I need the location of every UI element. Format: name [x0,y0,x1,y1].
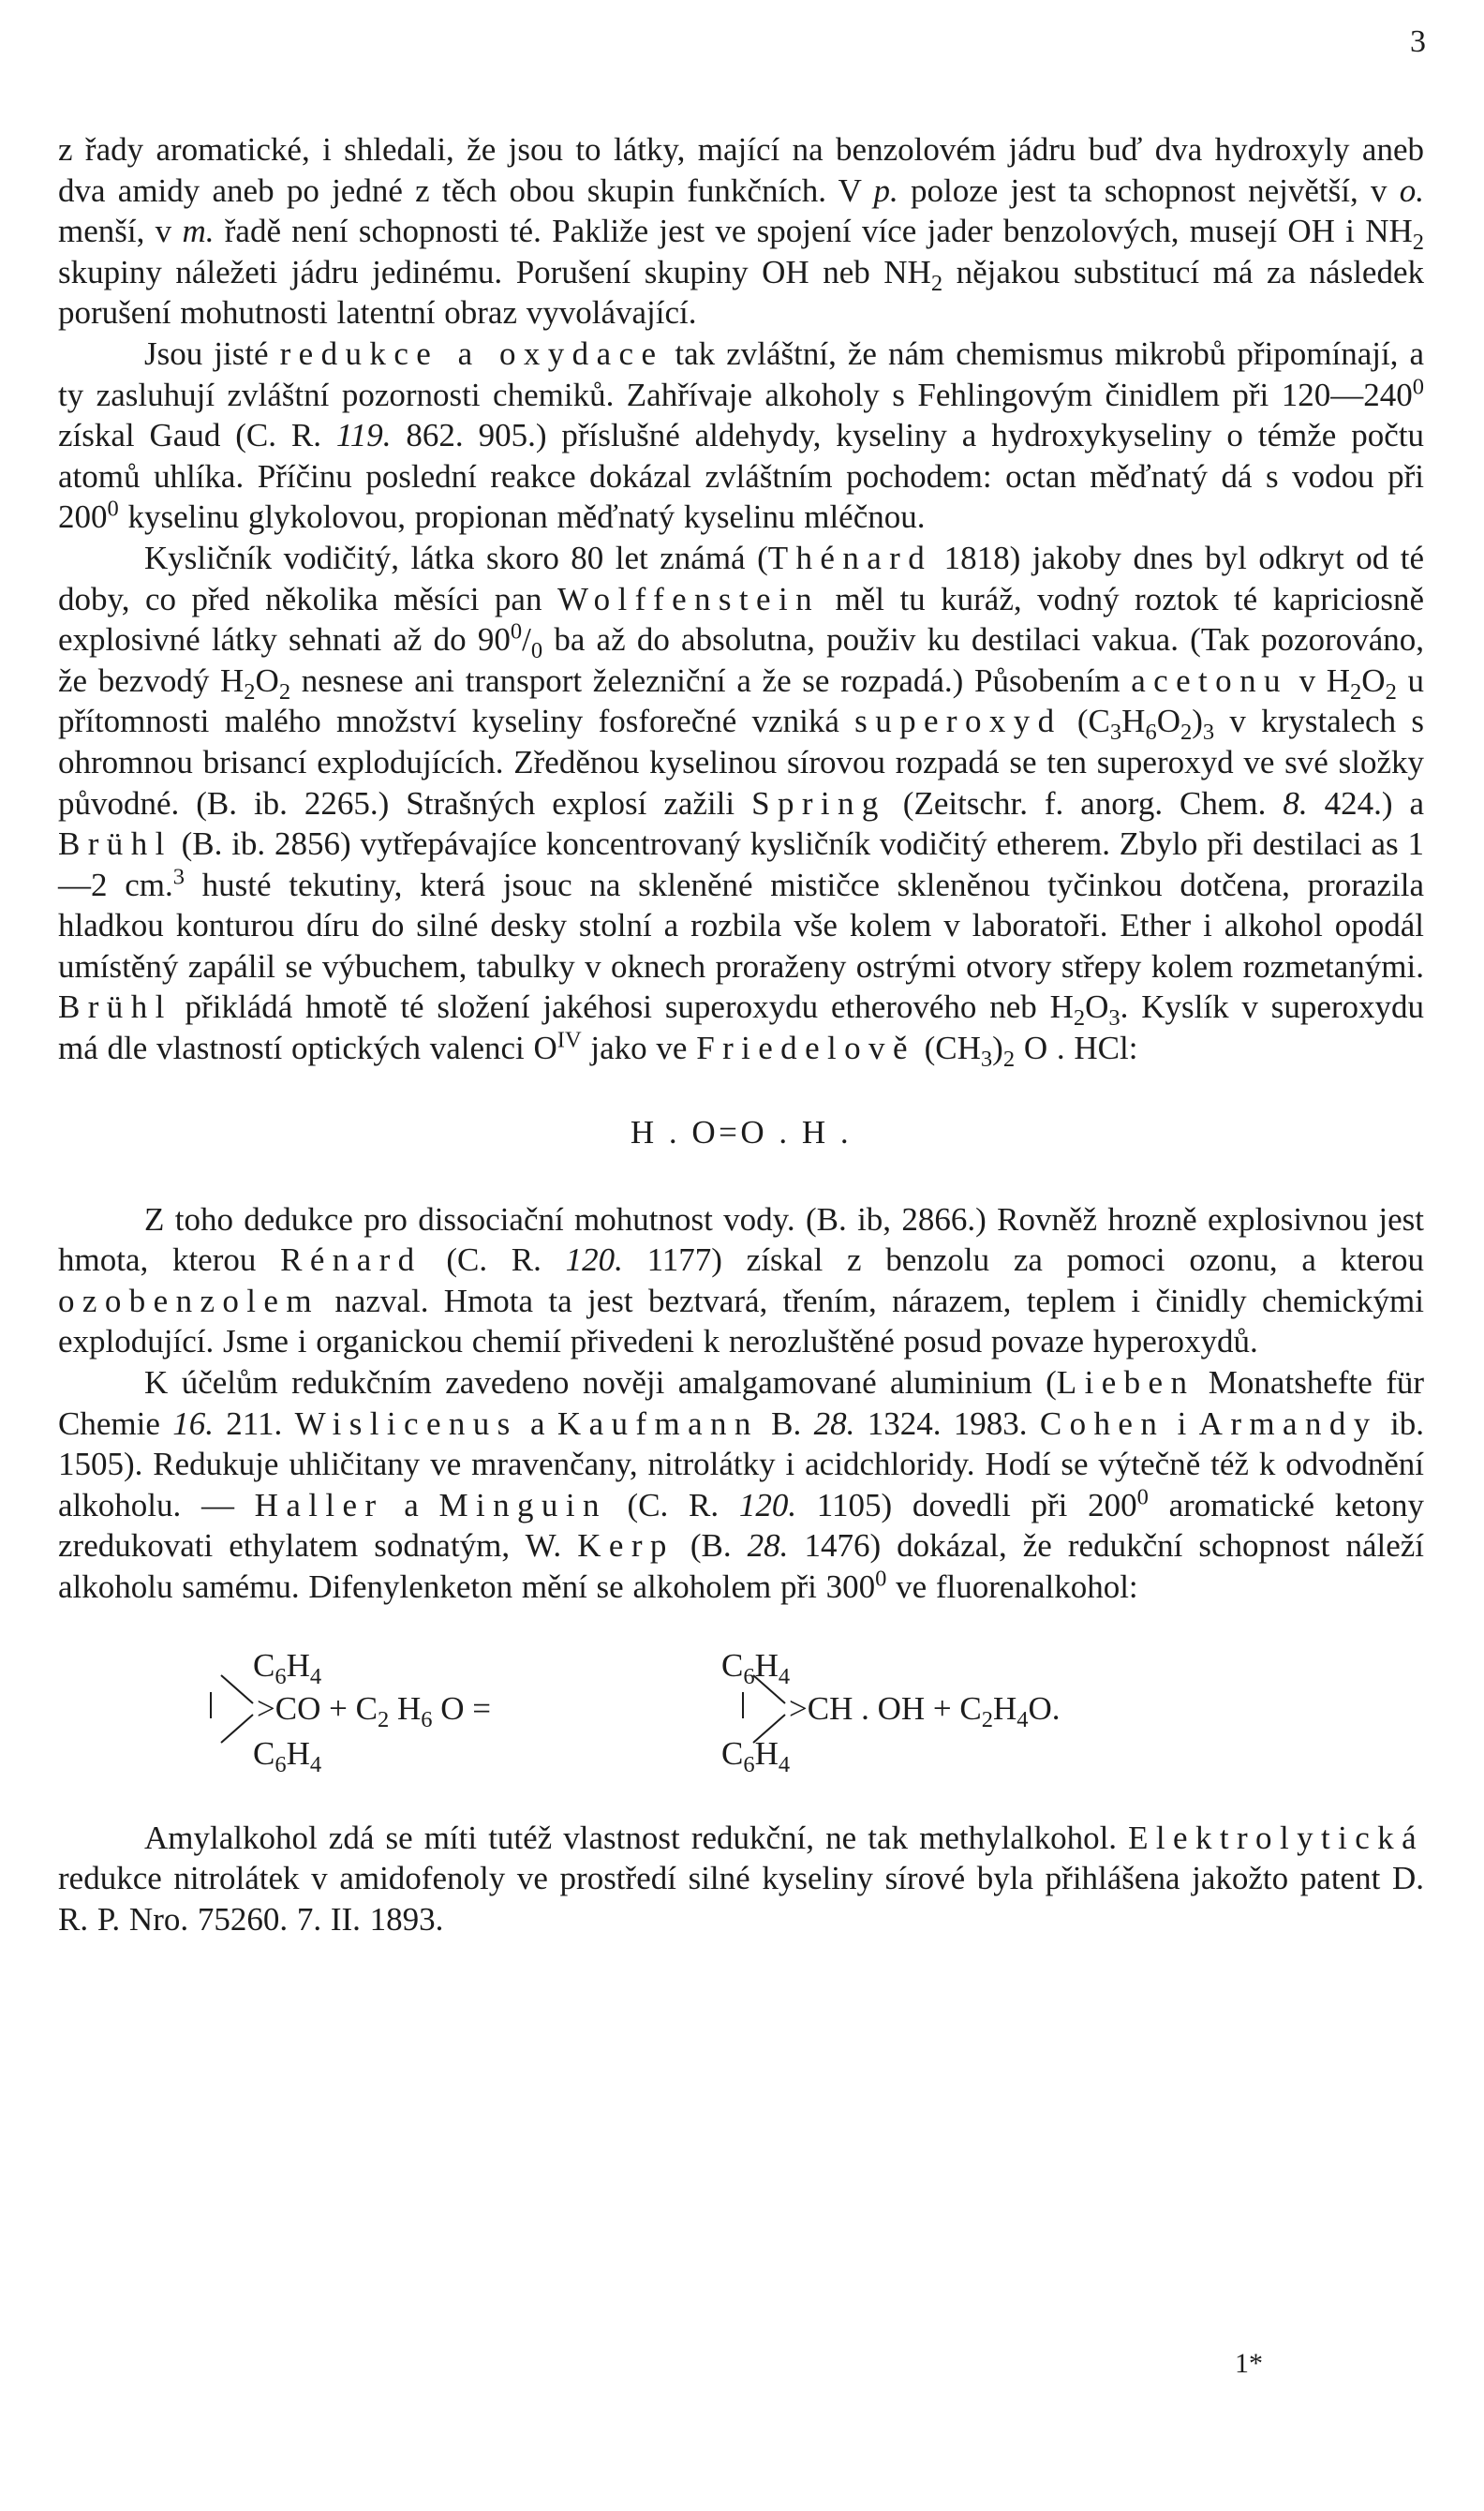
reactant-c6h4-bottom: $C_6H_4$ [253,1734,322,1777]
bond-left-upper [221,1675,253,1703]
fluorenalkohol-reaction [58,1640,1424,1780]
paragraph-amylalkohol: Amylalkohol zdá se míti tutéž vlastnost redukční, ne tak methylalkohol. Elektrolytická redukce nitrolátek v amidofenoly ve prostředí silné kyseliny sírové byla přihlášena jakožto patent D. R. P. Nro. 75260. 7. II. 1893. [58,1819,1424,1938]
product-c6h4-top: $C_6H_4$ [721,1646,791,1689]
reactant-c6h4-top: $C_6H_4$ [253,1646,322,1689]
paragraph-aromatic-developers: z řady aromatické, i shledali, že jsou to látky, mající na benzolovém jádru buď dva hydroxyly aneb dva amidy aneb po jedné z těch obou skupin funkčních. V p. poloze jest ta schopnost největší, v o. menší, v m. řadě není schopnosti té. Pakliže jest ve spojení více jader benzolových, musejí OH i $NH_2$ skupiny náležeti jádru jedinému. Porušení skupiny OH neb $NH_2$ nějakou substitucí má za následek porušení mohutnosti latentní obraz vyvolávající. [58,131,1424,332]
paragraph-reduction-oxidation: Jsou jisté redukce a oxydace tak zvláštní, že nám chemismus mikrobů připomínají, a ty zasluhují zvláštní pozornosti chemiků. Zahřívaje alkoholy s Fehlingovým činidlem při $120—240^0$ získal Gaud (C. R. 119. 862. 905.) příslušné aldehydy, kyseliny a hydroxykyseliny o témže počtu atomů uhlíka. Příčinu poslední reakce dokázal zvláštním pochodem: octan měďnatý dá s vodou při $200^0$ kyselinu glykolovou, propionan měďnatý kyselinu mléčnou. [58,334,1424,536]
paragraph-amalgamated-aluminium: K účelům redukčním zavedeno nověji amalgamované aluminium (Lieben Monatshefte für Chemie 16. 211. Wislicenus a Kaufmann B. 28. 1324. 1983. Cohen i Armandy ib. 1505). Redukuje uhličitany ve mravenčany, nitrolátky i acidchloridy. Hodí se výtečně též k odvodnění alkoholu. — Haller a Minguin (C. R. 120. 1105) dovedli při $200^0$ aromatické ketony zredukovati ethylatem sodnatým, W. Kerp (B. 28. 1476) dokázal, že redukční schopnost náleží alkoholu samému. Difenylenketon mění se alkoholem při $300^0$ ve fluorenalkohol: [58,1364,1425,1605]
page-number: 3 [1410,24,1426,59]
product-main-line: >CH . OH + $C_2H_4O$. [789,1689,1061,1732]
paragraph-dissociation: Z toho dedukce pro dissociační mohutnost vody. (B. ib, 2866.) Rovněž hrozně explosivnou jest hmota, kterou Rénard (C. R. 120. 1177) získal z benzolu za pomoci ozonu, a kterou ozobenzolem nazval. Hmota ta jest beztvará, třením, nárazem, teplem i činidly chemickými explodující. Jsme i organickou chemií přivedeni k nerozluštěné posud povaze hyperoxydů. [58,1200,1425,1360]
product-c6h4-bottom: $C_6H_4$ [721,1734,791,1777]
body-text [58,129,1424,1939]
paragraph-hydrogen-peroxide: Kysličník vodičitý, látka skoro 80 let známá (Thénard 1818) jakoby dnes byl odkryt od té doby, co před několika měsíci pan Wolffenstein měl tu kuráž, vodný roztok té kapriciosně explosivné látky sehnati až do $90^0/_0$ ba až do absolutna, použiv ku destilaci vakua. (Tak pozorováno, že bezvodý $H_2O_2$ nesnese ani transport železniční a že se rozpadá.) Působením acetonu v $H_2O_2$ u přítomnosti malého množství kyseliny fosforečné vzniká superoxyd $(C_3H_6O_2)_3$ v krystalech s ohromnou brisancí explodujících. Zředěnou kyselinou sírovou rozpadá se ten superoxyd ve své složky původné. (B. ib. 2265.) Strašných explosí zažili Spring (Zeitschr. f. anorg. Chem. 8. 424.) a Brühl (B. ib. 2856) vytřepávajíce koncentrovaný kysličník vodičitý etherem. Zbylo při destilaci as 1—2 cm.$^3$ husté tekutiny, která jsouc na skleněné mističce skleněnou tyčinkou dotčena, prorazila hladkou konturou díru do silné desky stolní a rozbila vše kolem v laboratoři. Ether i alkohol opodál umístěný zapálil se výbuchem, tabulky v oknech proraženy ostrými otvory střepy kolem rozmetanými. Brühl přikládá hmotě té složení jakéhosi superoxydu etherového neb $H_2O_3$. Kyslík v superoxydu má dle vlastností optických valenci $O^{IV}$ jako ve Friedelově $(CH_3)_2$ O . HCl: [58,539,1425,1073]
reactant-main-line: $>CO + C_2$ $H_6$ O = [257,1689,491,1732]
bond-left-lower [221,1715,253,1743]
signature-mark: 1* [1235,2348,1263,2379]
peroxide-formula: H . O=O . H . [630,1113,853,1151]
